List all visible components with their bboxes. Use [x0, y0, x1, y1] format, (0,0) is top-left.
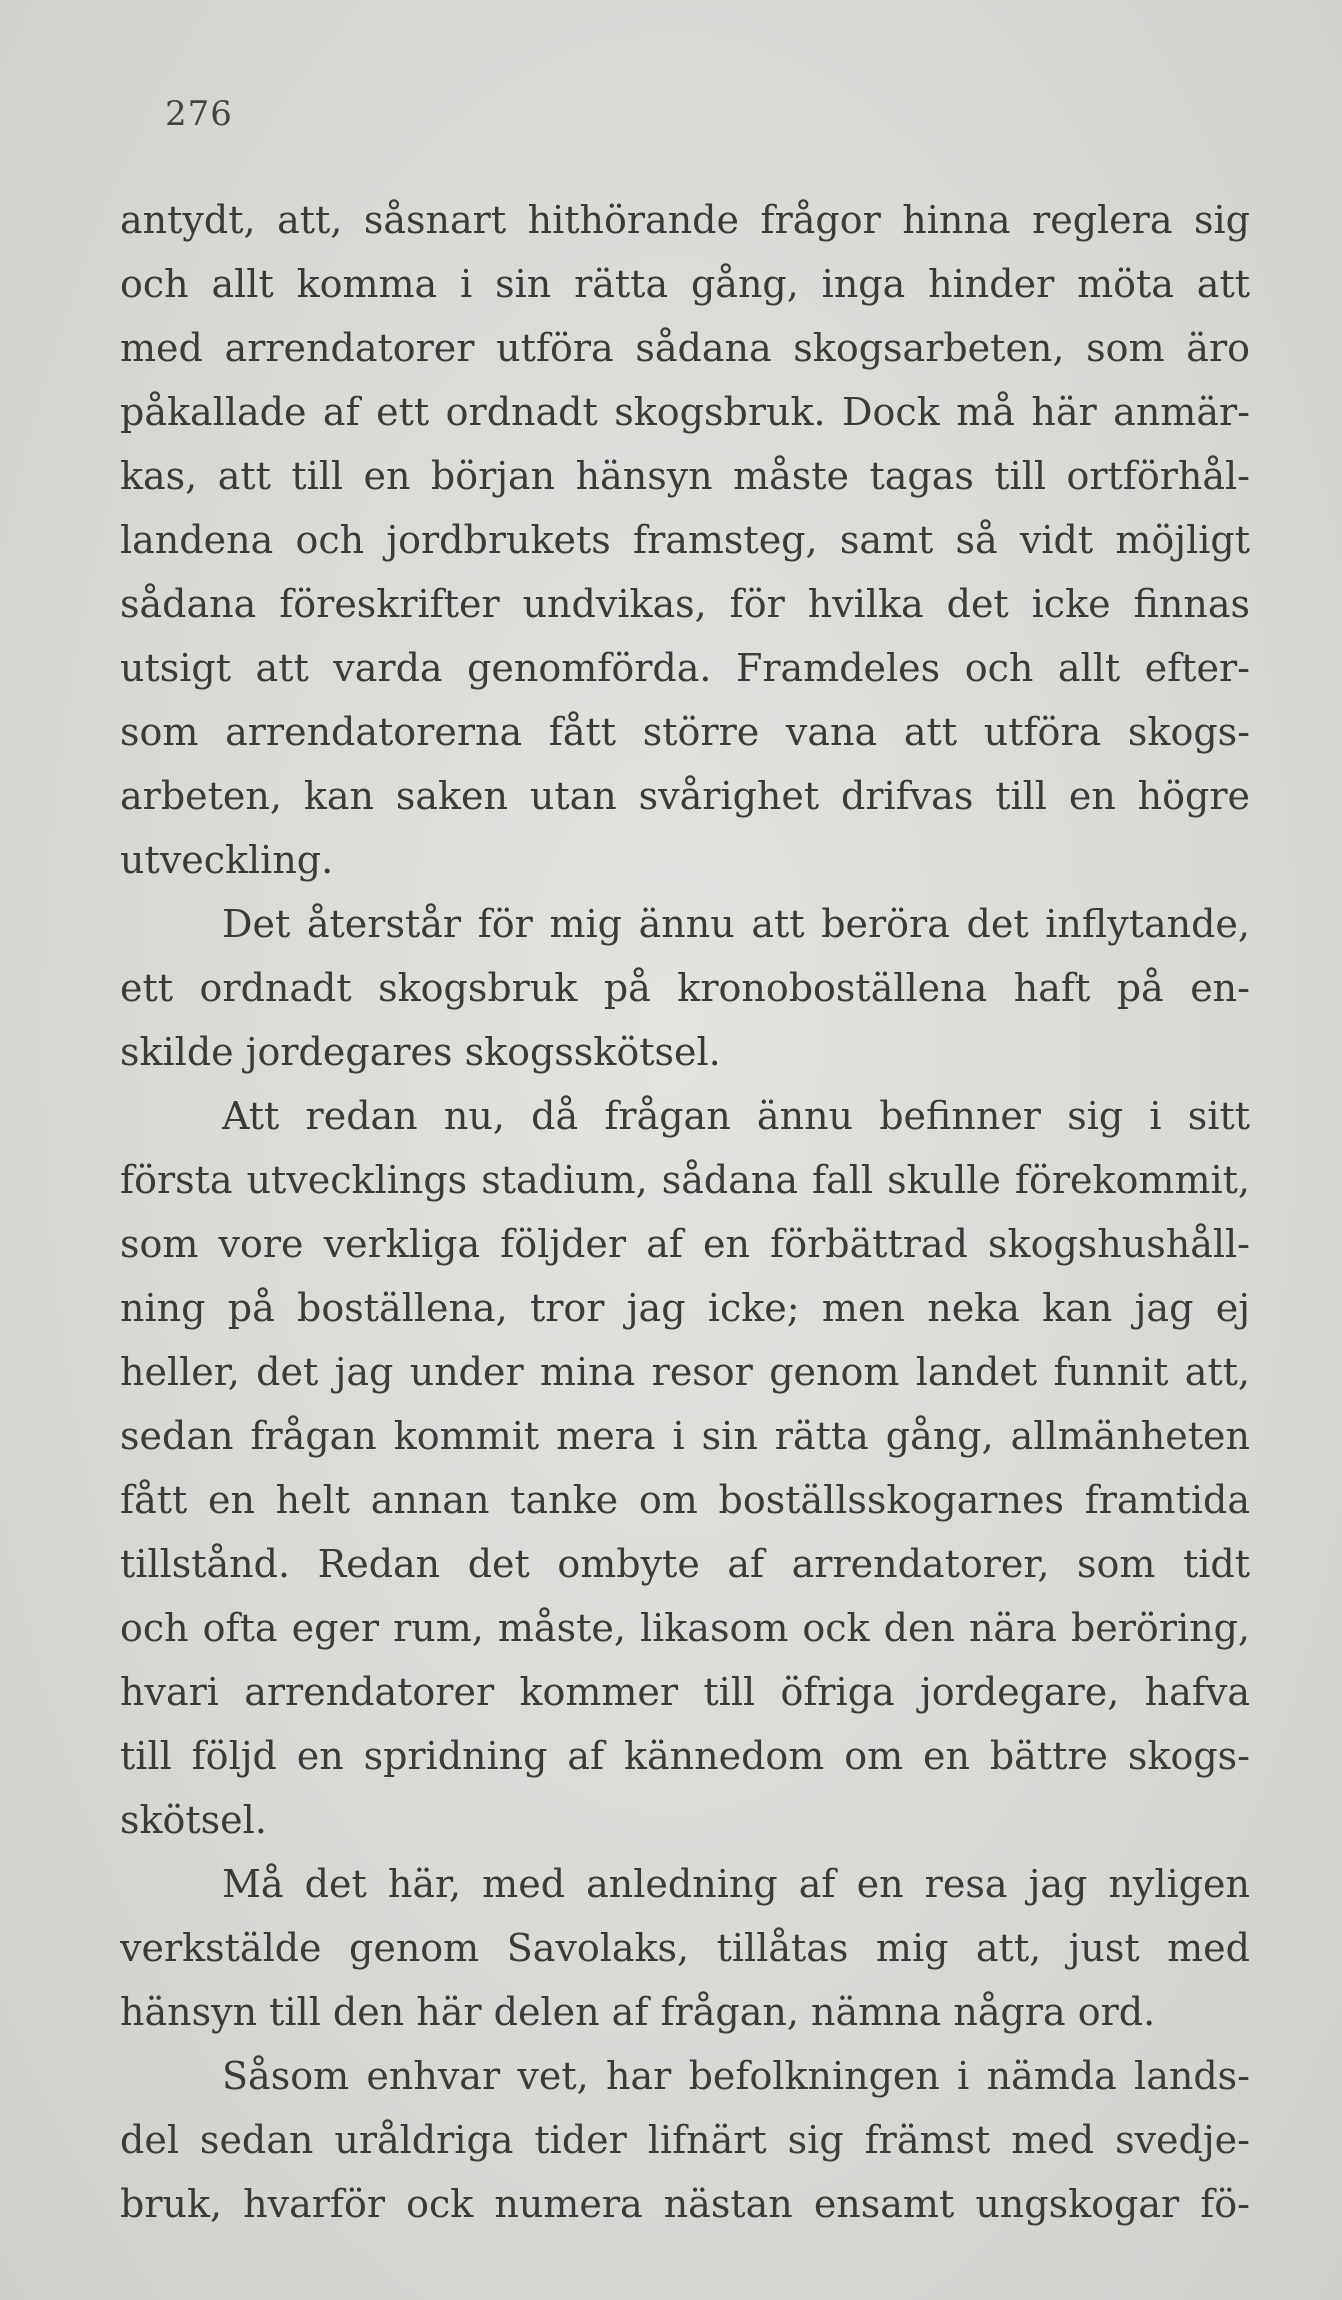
text-line: och ofta eger rum, måste, likasom ock den nära beröring,: [120, 1606, 1250, 1650]
page-number: 276: [165, 94, 233, 134]
text-line: Må det här, med anledning af en resa jag nyligen: [222, 1862, 1250, 1906]
text-line: skilde jordegares skogsskötsel.: [120, 1030, 721, 1074]
text-line: utveckling.: [120, 838, 334, 882]
text-line: utsigt att varda genomförda. Framdeles och allt efter-: [120, 646, 1250, 690]
text-line: sådana föreskrifter undvikas, för hvilka det icke finnas: [120, 582, 1250, 626]
body-text: [120, 188, 1250, 2236]
text-line: bruk, hvarför ock numera nästan ensamt ungskogar fö-: [120, 2182, 1250, 2226]
text-line: påkallade af ett ordnadt skogsbruk. Dock må här anmär-: [120, 390, 1250, 434]
text-line: ett ordnadt skogsbruk på kronoboställena haft på en-: [120, 966, 1250, 1010]
text-line: med arrendatorer utföra sådana skogsarbeten, som äro: [120, 326, 1250, 370]
text-line: antydt, att, såsnart hithörande frågor hinna reglera sig: [120, 198, 1250, 242]
text-line: Det återstår för mig ännu att beröra det inflytande,: [222, 902, 1250, 946]
text-line: som vore verkliga följder af en förbättrad skogshushåll-: [120, 1222, 1250, 1266]
text-line: Att redan nu, då frågan ännu befinner sig i sitt: [222, 1094, 1250, 1138]
text-line: och allt komma i sin rätta gång, inga hinder möta att: [120, 262, 1250, 306]
text-line: till följd en spridning af kännedom om en bättre skogs-: [120, 1734, 1250, 1778]
text-line: sedan frågan kommit mera i sin rätta gång, allmänheten: [120, 1414, 1250, 1458]
text-line: landena och jordbrukets framsteg, samt så vidt möjligt: [120, 518, 1250, 562]
text-line: kas, att till en början hänsyn måste tagas till ortförhål-: [120, 454, 1250, 498]
text-line: skötsel.: [120, 1798, 267, 1842]
text-line: arbeten, kan saken utan svårighet drifvas till en högre: [120, 774, 1250, 818]
text-line: tillstånd. Redan det ombyte af arrendatorer, som tidt: [120, 1542, 1250, 1586]
text-line: ning på boställena, tror jag icke; men neka kan jag ej: [120, 1286, 1250, 1330]
text-line: hänsyn till den här delen af frågan, nämna några ord.: [120, 1990, 1156, 2034]
text-line: heller, det jag under mina resor genom landet funnit att,: [120, 1350, 1250, 1394]
text-line: Såsom enhvar vet, har befolkningen i nämda lands-: [222, 2054, 1250, 2098]
text-line: som arrendatorerna fått större vana att utföra skogs-: [120, 710, 1250, 754]
text-line: hvari arrendatorer kommer till öfriga jordegare, hafva: [120, 1670, 1250, 1714]
text-line: del sedan uråldriga tider lifnärt sig främst med svedje-: [120, 2118, 1250, 2162]
text-line: verkstälde genom Savolaks, tillåtas mig att, just med: [120, 1926, 1250, 1970]
text-line: första utvecklings stadium, sådana fall skulle förekommit,: [120, 1158, 1250, 1202]
text-line: fått en helt annan tanke om boställsskogarnes framtida: [120, 1478, 1250, 1522]
